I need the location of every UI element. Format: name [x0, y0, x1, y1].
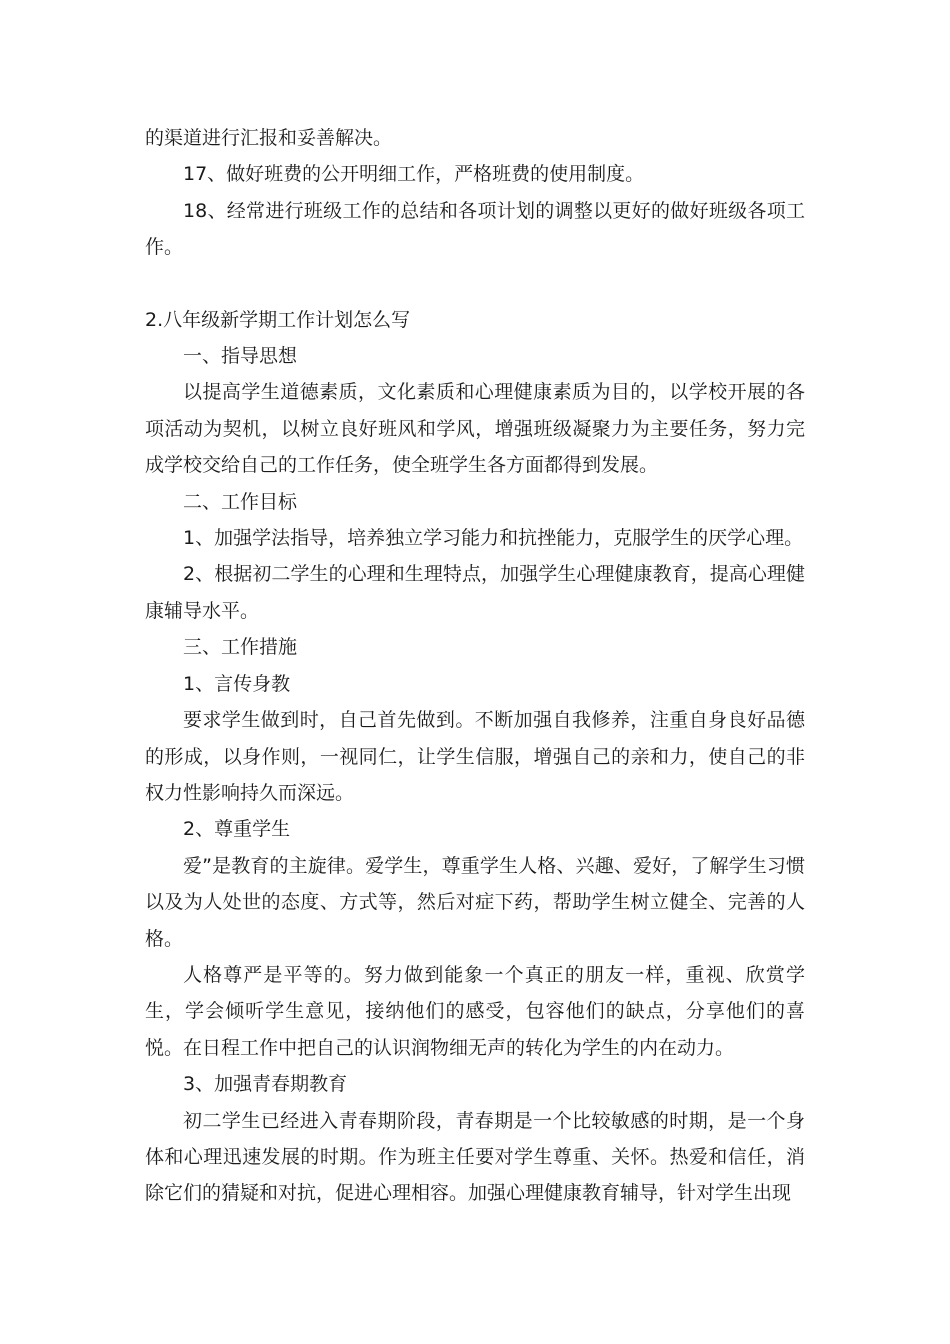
- paragraph-lead-by-example: 要求学生做到时，自己首先做到。不断加强自我修养，注重自身良好品德的形成，以身作则，一视同仁，让学生信服，增强自己的亲和力，使自己的非权力性影响持久而深远。: [145, 709, 805, 804]
- subheading-adolescence-education: 3、加强青春期教育: [183, 1073, 348, 1096]
- heading-guiding-ideology: 一、指导思想: [183, 345, 298, 368]
- paragraph-item-17: 17、做好班费的公开明细工作，严格班费的使用制度。: [183, 163, 645, 186]
- paragraph-item-18: 18、经常进行班级工作的总结和各项计划的调整以更好的做好班级各项工作。: [145, 199, 805, 259]
- document-body: [145, 120, 805, 1212]
- paragraph-goal-2: 2、根据初二学生的心理和生理特点，加强学生心理健康教育，提高心理健康辅导水平。: [145, 563, 805, 622]
- subheading-lead-by-example: 1、言传身教: [183, 672, 291, 695]
- heading-work-goals: 二、工作目标: [183, 490, 298, 513]
- paragraph-guiding-ideology: 以提高学生道德素质，文化素质和心理健康素质为目的，以学校开展的各项活动为契机，以树立良好班风和学风，增强班级凝聚力为主要任务，努力完成学校交给自己的工作任务，使全班学生各方面都得到发展。: [145, 381, 805, 477]
- heading-work-measures: 三、工作措施: [183, 636, 298, 659]
- paragraph-goal-1: 1、加强学法指导，培养独立学习能力和抗挫能力，克服学生的厌学心理。: [183, 527, 804, 550]
- paragraph-continuation: 的渠道进行汇报和妥善解决。: [145, 127, 393, 149]
- section-title: 2.八年级新学期工作计划怎么写: [145, 308, 411, 331]
- subheading-respect-students: 2、尊重学生: [183, 818, 291, 841]
- paragraph-adolescence-education: 初二学生已经进入青春期阶段，青春期是一个比较敏感的时期，是一个身体和心理迅速发展的时期。作为班主任要对学生尊重、关怀。热爱和信任，消除它们的猜疑和对抗，促进心理相容。加强心理健康教育辅导，针对学生出现: [145, 1109, 805, 1205]
- paragraph-respect-students-2: 人格尊严是平等的。努力做到能象一个真正的朋友一样，重视、欣赏学生，学会倾听学生意见，接纳他们的感受，包容他们的缺点，分享他们的喜悦。在日程工作中把自己的认识润物细无声的转化为学生的内在动力。: [145, 963, 805, 1059]
- paragraph-respect-students-1: 爱”是教育的主旋律。爱学生，尊重学生人格、兴趣、爱好，了解学生习惯以及为人处世的态度、方式等，然后对症下药，帮助学生树立健全、完善的人格。: [145, 854, 805, 950]
